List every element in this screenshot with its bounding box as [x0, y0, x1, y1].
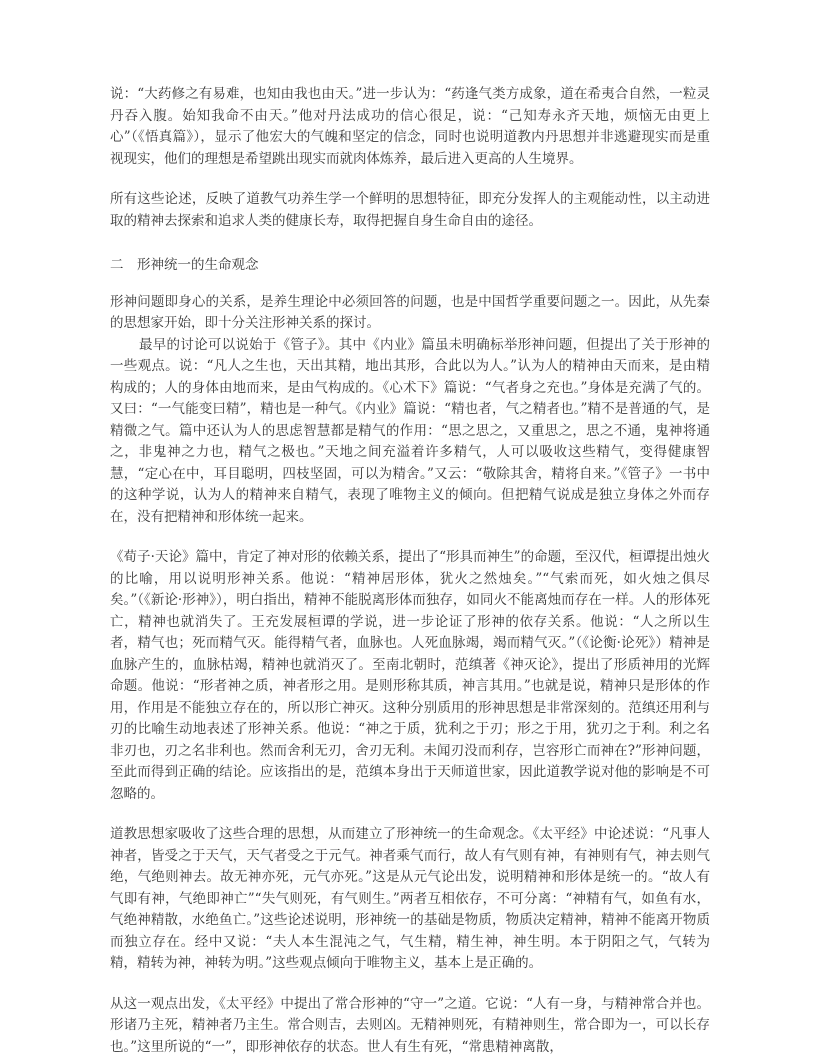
paragraph-xunzi-huantan-fanzhen: 《荀子·天论》篇中，肯定了神对形的依赖关系，提出了“形具而神生”的命题，至汉代，桓谭提出烛火的比喻，用以说明形神关系。他说：“精神居形体，犹火之然烛矣。”“气索而死，如火烛之俱尽矣。”（《新论·形神》），明白指出，精神不能脱离形体而独存，如同火不能离烛而存在一样。人的形体死亡，精神也就消失了。王充发展桓谭的学说，进一步论证了形神的依存关系。他说：“人之所以生者，精气也；死而精气灭。能得精气者，血脉也。人死血脉竭，竭而精气灭。”（《论衡·论死》）精神是血脉产生的，血脉枯竭，精神也就消灭了。至南北朝时，范缜著《神灭论》，提出了形质神用的光辉命题。他说：“形者神之质，神者形之用。是则形称其质，神言其用。”也就是说，精神只是形体的作用，作用是不能独立存在的，所以形亡神灭。这种分别质用的形神思想是非常深刻的。范缜还用利与刃的比喻生动地表述了形神关系。他说：“神之于质，犹利之于刃；形之于用，犹刃之于利。利之名非刃也，刃之名非利也。然而舍利无刃，舍刃无利。未闻刃没而利存，岂容形亡而神在?”形神问题，至此而得到正确的结论。应该指出的是，范缜本身出于天师道世家，因此道教学说对他的影响是不可忽略的。 [110, 549, 710, 802]
paragraph-summary-qigong: 所有这些论述，反映了道教气功养生学一个鲜明的思想特征，即充分发挥人的主观能动性，以主动进取的精神去探索和追求人类的健康长寿，取得把握自身生命自由的途径。 [110, 191, 710, 229]
section-heading: 二 形神统一的生命观念 [110, 257, 259, 273]
paragraph-guanzi-discussion: 最早的讨论可以说始于《管子》。其中《内业》篇虽未明确标举形神问题，但提出了关于形神的一些观点。说：“凡人之生也，天出其精，地出其形，合此以为人。”认为人的精神由天而来，是由精构成的；人的身体由地而来，是由气构成的。《心术下》篇说：“气者身之充也。”身体是充满了气的。又曰：“一气能变曰精”，精也是一种气。《内业》篇说：“精也者，气之精者也。”精不是普通的气，是精微之气。篇中还认为人的思虑智慧都是精气的作用：“思之思之，又重思之，思之不通，鬼神将通之，非鬼神之力也，精气之极也。”天地之间充溢着许多精气，人可以吸收这些精气，变得健康智慧，“定心在中，耳目聪明，四枝坚固，可以为精舍。”又云：“敬除其舍，精将自来。”《管子》一书中的这种学说，认为人的精神来自精气，表现了唯物主义的倾向。但把精气说成是独立身体之外而存在，没有把精神和形体统一起来。 [110, 336, 710, 525]
paragraph-neidan-quotes: 说：“大药修之有易难，也知由我也由天。”进一步认为：“药逢气类方成象，道在希夷合自然，一粒灵丹吞入腹。始知我命不由天。”他对丹法成功的信心很足，说：“己知寿永齐天地，烦恼无由更上心”（《悟真篇》），显示了他宏大的气魄和坚定的信念，同时也说明道教内丹思想并非逃避现实而是重视现实，他们的理想是希望跳出现实而就肉体炼养，最后进入更高的人生境界。 [110, 86, 710, 167]
paragraph-shouyi-dao: 从这一观点出发，《太平经》中提出了常合形神的“守一”之道。它说：“人有一身，与精神常合并也。形诸乃主死，精神者乃主生。常合则吉，去则凶。无精神则死，有精神则生，常合即为一，可以长存也。”这里所说的“一”，即形神依存的状态。世人有生有死，“常患精神离散， [110, 995, 710, 1055]
paragraph-taipingjing-unity: 道教思想家吸收了这些合理的思想，从而建立了形神统一的生命观念。《太平经》中论述说：“凡事人神者，皆受之于天气，天气者受之于元气。神者乘气而行，故人有气则有神，有神则有气，神去则气绝，气绝则神去。故无神亦死，元气亦死。”这是从元气论出发，说明精神和形体是统一的。“故人有气即有神，气绝即神亡”“失气则死，有气则生。”两者互相依存，不可分离：“神精有气，如鱼有水，气绝神精散，水绝鱼亡。”这些论述说明，形神统一的基础是物质，物质决定精神，精神不能离开物质而独立存在。经中又说：“夫人本生混沌之气，气生精，精生神，神生明。本于阴阳之气，气转为精，精转为神，神转为明。”这些观点倾向于唯物主义，基本上是正确的。 [110, 826, 710, 971]
paragraph-xingshen-intro: 形神问题即身心的关系，是养生理论中必须回答的问题，也是中国哲学重要问题之一。因此，从先秦的思想家开始，即十分关注形神关系的探讨。 [110, 293, 710, 331]
